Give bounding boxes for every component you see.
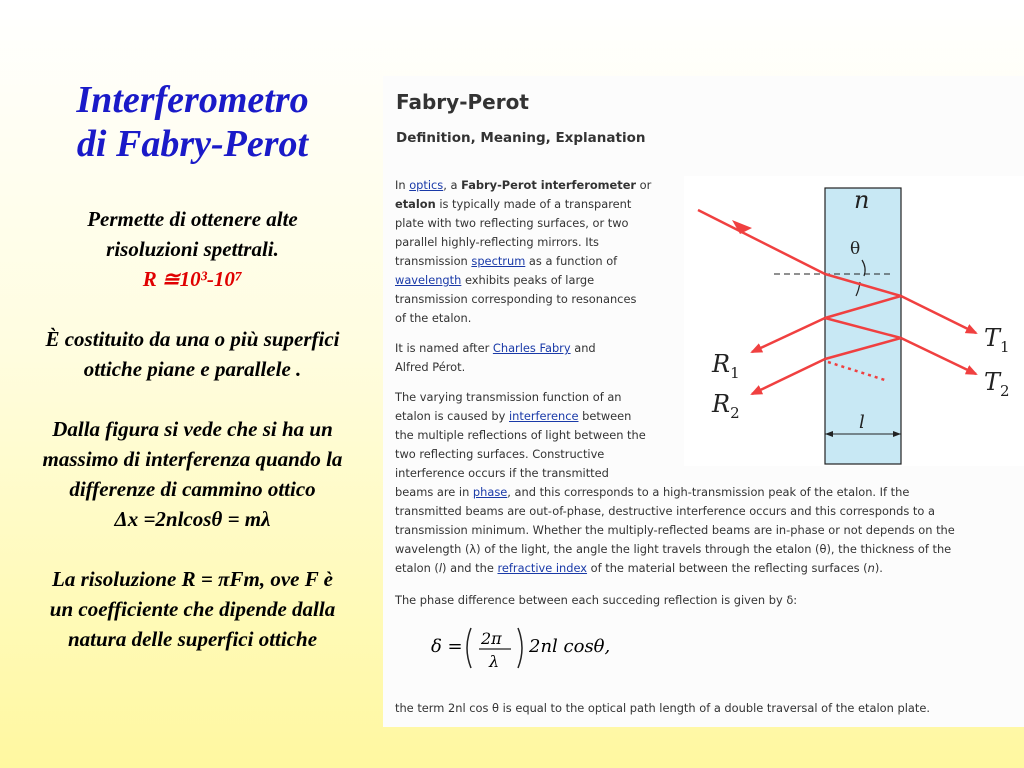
slide-text-column bbox=[0, 70, 385, 684]
interference-condition bbox=[6, 414, 379, 534]
label-n: n bbox=[854, 186, 870, 214]
paragraph-naming: It is named after Charles Fabry and Alfred Pérot. bbox=[395, 341, 596, 374]
label-l: l bbox=[859, 412, 865, 433]
reflected-beam-1 bbox=[752, 318, 825, 352]
text-line: risoluzioni spettrali. bbox=[106, 237, 279, 261]
label-theta: θ bbox=[850, 239, 861, 259]
formula-denominator: λ bbox=[489, 652, 500, 671]
resolution-definition bbox=[6, 564, 379, 654]
etalon-diagram bbox=[684, 176, 1024, 466]
link-phase[interactable]: phase bbox=[472, 485, 508, 499]
text-line: natura delle superfici ottiche bbox=[67, 627, 318, 651]
link-wavelength[interactable]: wavelength bbox=[395, 273, 462, 287]
reflected-beam-2 bbox=[752, 359, 825, 394]
link-interference[interactable]: interference bbox=[509, 409, 579, 423]
title-line: di Fabry-Perot bbox=[76, 123, 309, 165]
formula-numerator: 2π bbox=[481, 629, 502, 648]
transmitted-beam-1 bbox=[901, 296, 976, 333]
link-optics[interactable]: optics bbox=[409, 178, 444, 192]
title-line: Interferometro bbox=[76, 79, 309, 121]
path-difference-formula: Δx =2nlcosθ = mλ bbox=[114, 507, 271, 531]
phase-difference-formula bbox=[431, 618, 631, 683]
text-line: massimo di interferenza quando la bbox=[42, 447, 343, 471]
composition-text bbox=[6, 324, 379, 384]
link-spectrum[interactable]: spectrum bbox=[471, 254, 526, 268]
resolution-intro bbox=[6, 204, 379, 294]
text-line: ottiche piane e parallele . bbox=[83, 357, 302, 381]
incident-arrow bbox=[732, 220, 752, 234]
text-line: differenze di cammino ottico bbox=[69, 477, 316, 501]
transmitted-beam-2 bbox=[901, 338, 976, 374]
formula-lhs: δ = bbox=[431, 636, 463, 657]
formula-rest: 2nl cosθ, bbox=[529, 636, 611, 657]
paragraph-definition: In optics, a Fabry-Perot interferometer or etalon is typically made of a transparent plate with two reflecting surfaces, or two parallel highly-reflecting mirrors. Its transmission spectrum as a function of wavelength exhibits peaks of large transmission corresponding to resonances of the etalon. bbox=[395, 178, 652, 325]
paragraph-interference: The varying transmission function of an etalon is caused by interference between the multiple reflections of light between the two reflecting surfaces. Constructive interference occurs if the transmitted beams are in phase, and this corresponds to a high-transmission peak of the etalon. If the transmitted beams are out-of-phase, destructive interference occurs and this corresponds to a transmission minimum. Whether the multiply-reflected beams are in-phase or not depends on the wavelength (λ) of the light, the angle the light travels through the etalon (θ), the thickness of the etalon (l) and the refractive index of the material between the reflecting surfaces (n). bbox=[395, 390, 955, 575]
paragraph-phase-difference: The phase difference between each succeding reflection is given by δ: bbox=[395, 593, 798, 607]
article-subheading: Definition, Meaning, Explanation bbox=[396, 130, 646, 146]
text-line: Dalla figura si vede che si ha un bbox=[52, 417, 333, 441]
text-line: La risoluzione R = πFm, ove F è bbox=[52, 567, 333, 591]
label-T1: $T_1$ bbox=[984, 324, 1010, 356]
link-charles-fabry[interactable]: Charles Fabry bbox=[492, 341, 571, 355]
paragraph-optical-path: the term 2nl cos θ is equal to the optical path length of a double traversal of the etalon plate. bbox=[395, 701, 930, 715]
article-heading: Fabry-Perot bbox=[396, 90, 529, 114]
label-R1: $R_1$ bbox=[712, 350, 740, 382]
incident-beam bbox=[698, 210, 825, 274]
label-T2: $T_2$ bbox=[984, 368, 1010, 400]
article-screenshot bbox=[383, 76, 1024, 727]
text-line: un coefficiente che dipende dalla bbox=[49, 597, 336, 621]
text-line: È costituito da una o più superfici bbox=[45, 327, 340, 351]
label-R2: $R_2$ bbox=[712, 390, 740, 422]
link-refractive-index[interactable]: refractive index bbox=[497, 561, 588, 575]
etalon-diagram-svg bbox=[684, 176, 1024, 466]
text-line: Permette di ottenere alte bbox=[87, 207, 298, 231]
slide-title bbox=[0, 78, 385, 166]
resolution-value: R ≅10³-10⁷ bbox=[142, 267, 243, 291]
